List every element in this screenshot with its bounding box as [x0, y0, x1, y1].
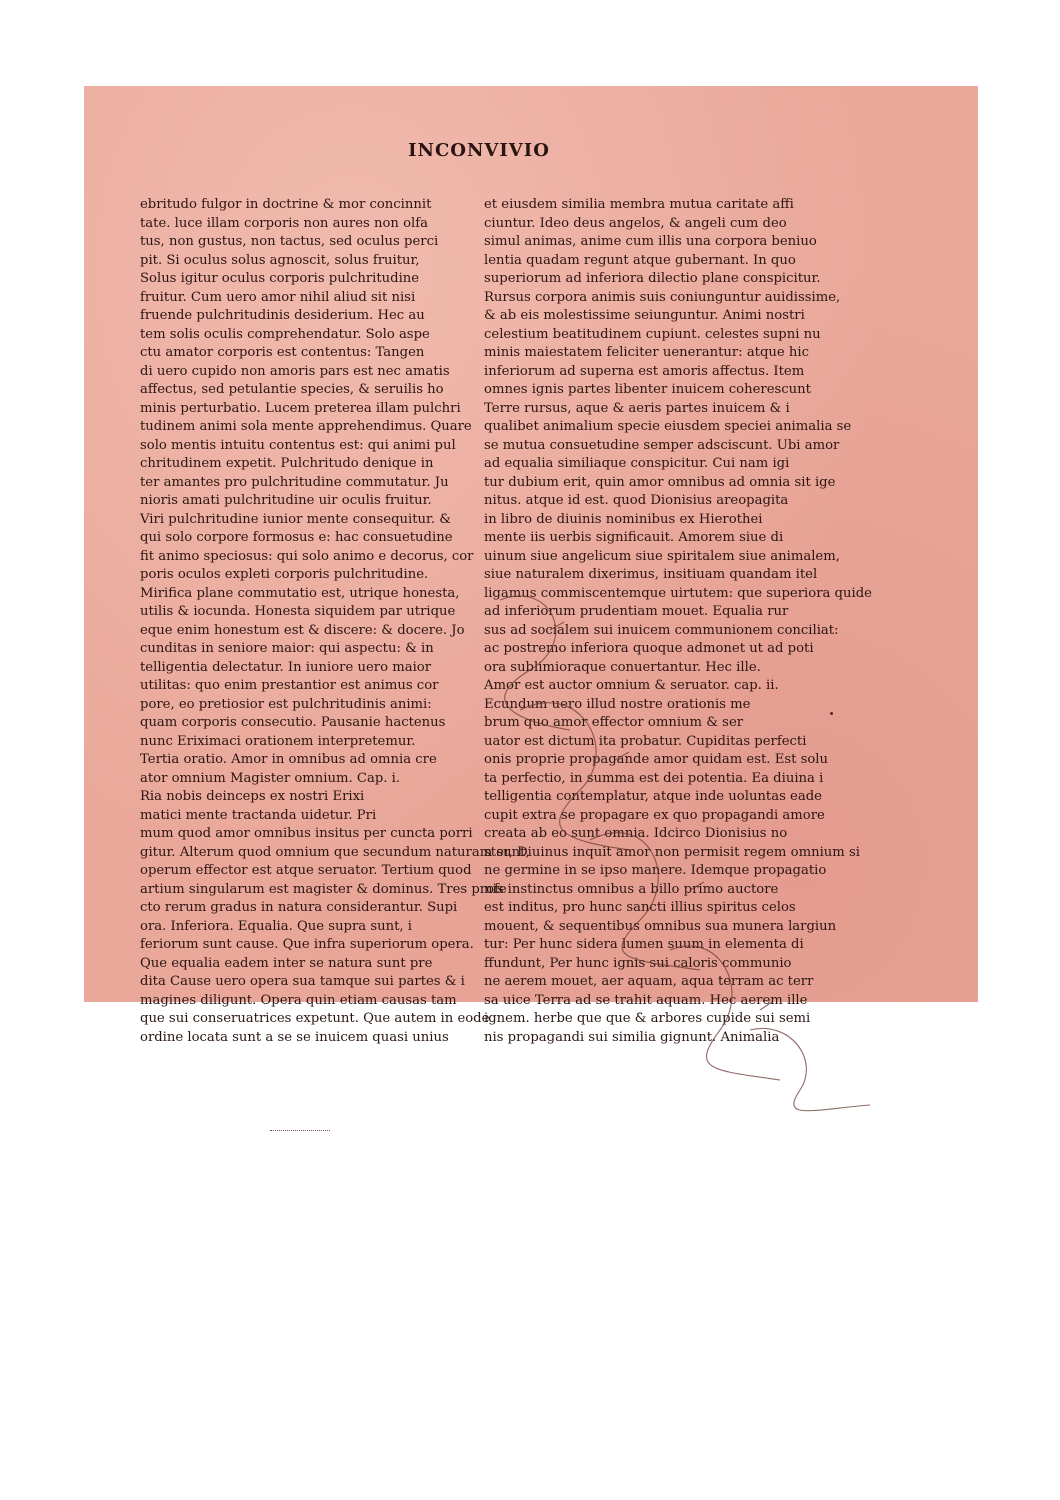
- text-line: ffundunt, Per hunc ignis sui caloris communio: [484, 955, 792, 971]
- text-line: tus, non gustus, non tactus, sed oculus perci: [140, 234, 439, 249]
- text-line: fit animo speciosus: qui solo animo e decorus, cor: [140, 548, 474, 564]
- text-line: nis propagandi sui similia gignunt. Animalia: [484, 1029, 780, 1045]
- text-line: tur: Per hunc sidera lumen suum in elementa di: [484, 937, 804, 952]
- text-line: minis perturbatio. Lucem preterea illam pulchri: [140, 400, 461, 416]
- text-line: artium singularum est magister & dominus. Tres profe: [140, 881, 507, 897]
- text-line: ctu amator corporis est contentus: Tangen: [140, 345, 425, 360]
- text-line: que sui conseruatrices expetunt. Que autem in eode: [140, 1011, 490, 1026]
- text-line: tem solis oculis comprehendatur. Solo aspe: [140, 326, 430, 342]
- text-line: ta perfectio, in summa est dei potentia. Ea diuina i: [484, 770, 824, 786]
- text-line: telligentia delectatur. In iuniore uero maior: [140, 659, 432, 675]
- text-line: operum effector est atque seruator. Tertium quod: [140, 863, 472, 878]
- text-line: tur dubium erit, quin amor omnibus ad omnia sit ige: [484, 474, 836, 490]
- text-line: qualibet animalium specie eiusdem speciei animalia se: [484, 419, 852, 434]
- left-text-column: [140, 196, 530, 1047]
- text-line: tudinem animi sola mente apprehendimus. Quare: [140, 419, 472, 434]
- text-line: Solus igitur oculus corporis pulchritudine: [140, 271, 420, 286]
- text-line: Ria nobis deinceps ex nostri Erixi: [140, 789, 365, 804]
- text-line: ciuntur. Ideo deus angelos, & angeli cum deo: [484, 215, 787, 231]
- text-line: lentia quadam regunt atque gubernant. In quo: [484, 252, 796, 268]
- text-line: cto rerum gradus in natura considerantur. Supi: [140, 900, 458, 915]
- text-line: omnes ignis partes libenter inuicem coherescunt: [484, 382, 811, 397]
- text-line: cupit extra se propagare ex quo propagandi amore: [484, 807, 825, 823]
- text-line: Tertia oratio. Amor in omnibus ad omnia cre: [140, 752, 437, 767]
- text-line: mente iis uerbis significauit. Amorem siue di: [484, 530, 784, 545]
- text-line: ad inferiorum prudentiam mouet. Equalia rur: [484, 604, 789, 619]
- text-line: Ecundum uero illud nostre orationis me: [484, 696, 751, 712]
- text-line: mouent, & sequentibus omnibus sua munera largiun: [484, 918, 837, 934]
- text-line: utilitas: quo enim prestantior est animus cor: [140, 678, 439, 693]
- text-line: ne germine in se ipso manere. Idemque propagatio: [484, 863, 827, 878]
- text-line: pit. Si oculus solus agnoscit, solus fruitur,: [140, 252, 420, 268]
- text-line: affectus, sed petulantie species, & seruilis ho: [140, 382, 444, 397]
- text-line: ora sublimioraque conuertantur. Hec ille.: [484, 659, 761, 675]
- text-line: Terre rursus, aque & aeris partes inuicem & i: [484, 400, 790, 416]
- text-line: ebritudo fulgor in doctrine & mor concinnit: [140, 197, 432, 212]
- text-line: ac postremo inferiora quoque admonet ut ad poti: [484, 641, 814, 656]
- text-line: ter amantes pro pulchritudine commutatur. Ju: [140, 474, 449, 490]
- text-line: solo mentis intuitu contentus est: qui animi pul: [140, 437, 456, 453]
- text-line: Rursus corpora animis suis coniunguntur auidissime,: [484, 289, 841, 305]
- text-line: gitur. Alterum quod omnium que secundum naturam sunt,: [140, 844, 530, 860]
- text-line: nis instinctus omnibus a billo primo auctore: [484, 881, 779, 897]
- text-line: feriorum sunt cause. Que infra superiorum opera.: [140, 937, 474, 952]
- text-line: in libro de diuinis nominibus ex Hierothei: [484, 511, 763, 527]
- text-line: chritudinem expetit. Pulchritudo denique in: [140, 456, 434, 471]
- text-line: creata ab eo sunt omnia. Idcirco Dionisius no: [484, 826, 788, 841]
- text-line: telligentia contemplatur, atque inde uoluntas eade: [484, 789, 822, 804]
- text-line: Que equalia eadem inter se natura sunt pre: [140, 955, 433, 971]
- text-line: poris oculos expleti corporis pulchritudine.: [140, 567, 429, 582]
- text-line: ster, Diuinus inquit amor non permisit regem omnium si: [484, 844, 860, 860]
- text-line: nitus. atque id est. quod Dionisius areopagita: [484, 493, 789, 508]
- text-line: est inditus, pro hunc sancti illius spiritus celos: [484, 900, 796, 915]
- text-line: magines diligunt. Opera quin etiam causas tam: [140, 992, 457, 1008]
- text-line: nioris amati pulchritudine uir oculis fruitur.: [140, 493, 432, 508]
- text-line: ora. Inferiora. Equalia. Que supra sunt, i: [140, 918, 413, 934]
- text-line: Mirifica plane commutatio est, utrique honesta,: [140, 585, 460, 601]
- text-line: utilis & iocunda. Honesta siquidem par utrique: [140, 604, 456, 619]
- dotted-rule: [270, 1130, 330, 1131]
- text-line: cunditas in seniore maior: qui aspectu: & in: [140, 641, 434, 656]
- text-line: di uero cupido non amoris pars est nec amatis: [140, 363, 450, 379]
- text-line: se mutua consuetudine semper adsciscunt. Ubi amor: [484, 437, 840, 453]
- text-line: ordine locata sunt a se se inuicem quasi unius: [140, 1029, 449, 1045]
- text-line: tate. luce illam corporis non aures non olfa: [140, 215, 429, 231]
- text-line: matici mente tractanda uidetur. Pri: [140, 807, 377, 823]
- handwritten-signature: [490, 560, 890, 1120]
- text-line: superiorum ad inferiora dilectio plane conspicitur.: [484, 271, 821, 286]
- text-line: Viri pulchritudine iunior mente consequitur. &: [140, 511, 451, 527]
- text-line: minis maiestatem feliciter uenerantur: atque hic: [484, 345, 810, 360]
- text-line: sa uice Terra ad se trahit aquam. Hec aerem ille: [484, 992, 808, 1008]
- text-line: pore, eo pretiosior est pulchritudinis animi:: [140, 696, 432, 712]
- text-line: dita Cause uero opera sua tamque sui partes & i: [140, 974, 465, 989]
- text-line: quam corporis consecutio. Pausanie hactenus: [140, 715, 446, 730]
- text-line: uator est dictum ita probatur. Cupiditas perfecti: [484, 733, 807, 749]
- text-line: onis proprie propagande amor quidam est. Est solu: [484, 752, 828, 767]
- text-line: ignem. herbe que que & arbores cupide sui semi: [484, 1011, 811, 1026]
- text-line: uinum siue angelicum siue spiritalem siue animalem,: [484, 548, 840, 564]
- text-line: eque enim honestum est & discere: & docere. Jo: [140, 622, 465, 638]
- text-line: ad equalia similiaque conspicitur. Cui nam igi: [484, 456, 790, 471]
- text-line: mum quod amor omnibus insitus per cuncta porri: [140, 826, 473, 841]
- text-line: & ab eis molestissime seiunguntur. Animi nostri: [484, 308, 805, 323]
- text-line: sus ad socialem sui inuicem communionem conciliat:: [484, 622, 839, 638]
- text-line: brum quo amor effector omnium & ser: [484, 715, 744, 730]
- text-line: ligamus commiscentemque uirtutem: que superiora quide: [484, 585, 872, 601]
- text-line: celestium beatitudinem cupiunt. celestes supni nu: [484, 326, 821, 342]
- text-line: fruitur. Cum uero amor nihil aliud sit nisi: [140, 289, 416, 305]
- text-line: qui solo corpore formosus e: hac consuetudine: [140, 530, 453, 545]
- text-line: inferiorum ad superna est amoris affectus. Item: [484, 363, 805, 379]
- text-line: et eiusdem similia membra mutua caritate affi: [484, 197, 794, 212]
- text-line: siue naturalem dixerimus, insitiuam quandam itel: [484, 567, 818, 582]
- text-line: ne aerem mouet, aer aquam, aqua terram ac terr: [484, 974, 814, 989]
- text-line: fruende pulchritudinis desiderium. Hec au: [140, 308, 425, 323]
- text-line: nunc Eriximaci orationem interpretemur.: [140, 733, 416, 749]
- text-line: Amor est auctor omnium & seruator. cap. ii.: [484, 678, 779, 693]
- text-line: ator omnium Magister omnium. Cap. i.: [140, 770, 401, 786]
- text-line: simul animas, anime cum illis una corpora beniuo: [484, 234, 817, 249]
- running-head: INCONVIVIO: [408, 140, 550, 161]
